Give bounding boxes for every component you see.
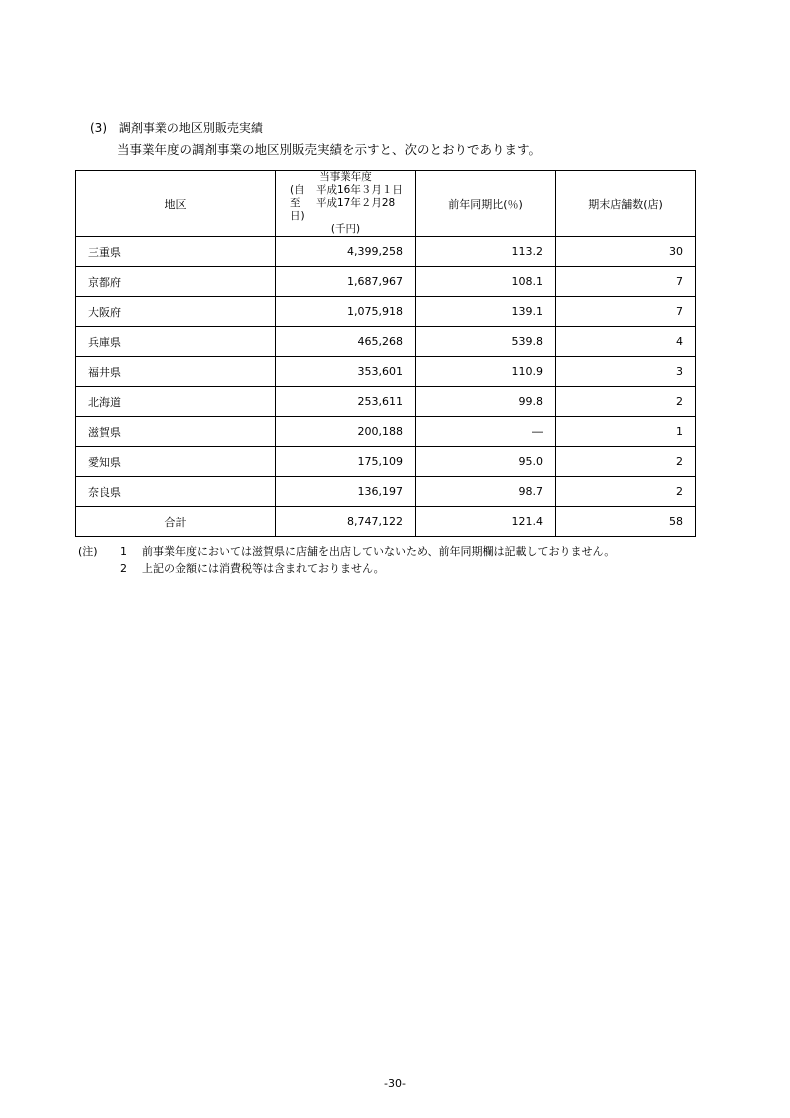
cell-sales: 136,197: [276, 477, 416, 507]
cell-yoy: 98.7: [416, 477, 556, 507]
cell-sales: 465,268: [276, 327, 416, 357]
cell-stores: 7: [556, 267, 696, 297]
cell-yoy: 99.8: [416, 387, 556, 417]
table-row: [76, 267, 696, 297]
cell-yoy: 95.0: [416, 447, 556, 477]
cell-stores: 4: [556, 327, 696, 357]
cell-yoy: 139.1: [416, 297, 556, 327]
table-row: [76, 387, 696, 417]
cell-yoy: 539.8: [416, 327, 556, 357]
cell-region: 福井県: [76, 357, 276, 387]
table-row: [76, 447, 696, 477]
table-row: [76, 357, 696, 387]
cell-yoy: 113.2: [416, 237, 556, 267]
footnote-text: 前事業年度においては滋賀県に店舗を出店していないため、前年同期欄は記載しておりません。: [142, 545, 616, 558]
cell-stores: 7: [556, 297, 696, 327]
cell-sales: 4,399,258: [276, 237, 416, 267]
cell-region: 北海道: [76, 387, 276, 417]
footnote-head: (注): [78, 545, 98, 558]
table-total-row: [76, 507, 696, 537]
cell-region: 大阪府: [76, 297, 276, 327]
header-unit: (千円): [330, 223, 361, 235]
footnote-item: [78, 543, 615, 560]
total-stores: 58: [556, 507, 696, 537]
cell-stores: 1: [556, 417, 696, 447]
cell-stores: 30: [556, 237, 696, 267]
footnote-number: 1: [120, 545, 127, 558]
cell-region: 兵庫県: [76, 327, 276, 357]
table-row: [76, 297, 696, 327]
header-period-to-value: 平成17年２月28日): [290, 197, 396, 222]
header-period-from-value: 平成16年３月１日: [316, 184, 403, 196]
header-period-from: [288, 184, 403, 197]
cell-stores: 2: [556, 387, 696, 417]
cell-region: 奈良県: [76, 477, 276, 507]
cell-stores: 3: [556, 357, 696, 387]
footnote-item: [78, 560, 615, 577]
cell-region: 京都府: [76, 267, 276, 297]
total-sales: 8,747,122: [276, 507, 416, 537]
footnote-head-spacer: [78, 560, 120, 577]
regional-sales-table: [75, 170, 696, 537]
cell-sales: 1,075,918: [276, 297, 416, 327]
header-region: 地区: [76, 171, 276, 237]
cell-sales: 175,109: [276, 447, 416, 477]
section-title: 調剤事業の地区別販売実績: [118, 121, 263, 135]
cell-stores: 2: [556, 447, 696, 477]
intro-text: 当事業年度の調剤事業の地区別販売実績を示すと、次のとおりであります。: [117, 142, 542, 157]
cell-yoy: ―: [416, 417, 556, 447]
cell-sales: 1,687,967: [276, 267, 416, 297]
header-period-from-label: (自: [290, 184, 305, 196]
header-yoy: 前年同期比(％): [416, 171, 556, 237]
header-period-to: [288, 197, 403, 223]
total-label: 合計: [76, 507, 276, 537]
table-row: [76, 327, 696, 357]
table-header-row: [76, 171, 696, 237]
cell-sales: 353,601: [276, 357, 416, 387]
cell-stores: 2: [556, 477, 696, 507]
header-period-to-label: 至: [290, 197, 301, 209]
page-number: -30-: [384, 1077, 406, 1090]
cell-region: 滋賀県: [76, 417, 276, 447]
cell-sales: 253,611: [276, 387, 416, 417]
table-row: [76, 237, 696, 267]
header-stores: 期末店舗数(店): [556, 171, 696, 237]
total-yoy: 121.4: [416, 507, 556, 537]
cell-yoy: 108.1: [416, 267, 556, 297]
cell-sales: 200,188: [276, 417, 416, 447]
footnotes: [78, 543, 615, 577]
section-number: (3): [90, 121, 107, 135]
table-row: [76, 477, 696, 507]
footnote-number: 2: [120, 562, 127, 575]
table-row: [76, 417, 696, 447]
section-heading: [90, 119, 263, 136]
header-sales-title: 当事業年度: [319, 171, 372, 183]
header-sales: [276, 171, 416, 237]
footnote-text: 上記の金額には消費税等は含まれておりません。: [142, 562, 385, 575]
cell-yoy: 110.9: [416, 357, 556, 387]
cell-region: 三重県: [76, 237, 276, 267]
cell-region: 愛知県: [76, 447, 276, 477]
